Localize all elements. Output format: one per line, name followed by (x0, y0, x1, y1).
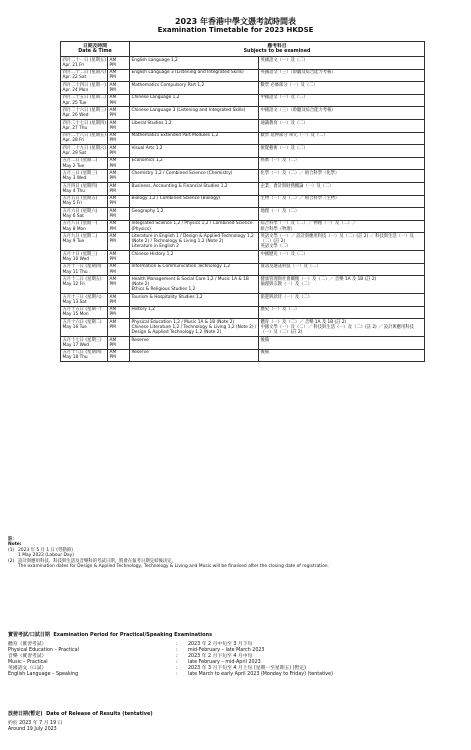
session-cell (108, 132, 130, 145)
subject-zh-cell-line: 視覺藝術（一）及（二） (260, 145, 308, 151)
subject-cell (130, 119, 259, 132)
date-cell-line: May 16 Tue (62, 325, 87, 331)
subject-cell-line: History 1,2 (131, 307, 155, 313)
subject-zh-cell-line: 數學 必修部分（一）及（二） (260, 82, 318, 88)
date-cell-line: Apr. 28 Fri (62, 138, 85, 144)
session-cell-line: PM (109, 87, 116, 93)
session-cell-line: PM (109, 188, 116, 194)
title-en: Examination Timetable for 2023 HKDSE (157, 26, 314, 34)
subject-cell-line: Reserve (131, 337, 149, 343)
subject-cell-line: Economics 1,2 (131, 158, 163, 164)
session-cell (108, 349, 130, 362)
session-cell (108, 276, 130, 294)
session-cell (108, 145, 130, 158)
session-cell-line: PM (109, 312, 116, 318)
title-zh: 2023 年香港中學文憑考試時間表 (174, 17, 297, 26)
subject-zh-cell (259, 263, 425, 276)
table-row (61, 263, 425, 276)
session-cell-line: AM (109, 82, 117, 88)
subject-zh-cell (259, 319, 425, 337)
date-cell-line: 五月十五日 (星期一) (62, 307, 102, 313)
subject-zh-cell (259, 69, 425, 82)
session-cell-line: AM (109, 307, 117, 313)
subject-zh-cell (259, 119, 425, 132)
date-cell (61, 319, 108, 337)
notes-heading-zh: 註： (8, 537, 17, 542)
session-cell-line: PM (109, 355, 116, 361)
subject-zh-cell-line: 地理（一）及（二） (260, 208, 300, 214)
subject-zh-cell-line: 中國歷史（一）及（二） (260, 251, 308, 257)
table-row (61, 319, 425, 337)
session-cell (108, 107, 130, 120)
session-cell-line: AM (109, 350, 117, 356)
date-cell-line: 四月二十六日 (星期三) (62, 107, 106, 113)
practical-title-zh: 實習考試/口試日期 (8, 632, 50, 638)
subject-cell (130, 69, 259, 82)
subject-cell (130, 220, 259, 233)
subject-zh-cell-line: 後備 (260, 350, 270, 356)
table-row (61, 157, 425, 170)
session-cell (108, 69, 130, 82)
table-row (61, 337, 425, 350)
subject-zh-cell-line: 健康管理與社會關懷（一）及（二）／ 音樂 1A 及 1B (註 2) (260, 276, 377, 282)
date-cell-line: Apr. 25 Tue (62, 100, 87, 106)
date-cell (61, 220, 108, 233)
subject-cell (130, 145, 259, 158)
header-date (61, 42, 130, 57)
date-cell (61, 349, 108, 362)
session-cell-line: PM (109, 150, 116, 156)
header-date-en: Date & Time (78, 49, 112, 54)
subject-zh-cell (259, 349, 425, 362)
subject-zh-cell-line: 中國語文（三）（聆聽及綜合能力考核） (260, 107, 336, 113)
date-cell-line: 五月十日 (星期三) (62, 251, 98, 257)
session-cell-line: PM (109, 100, 116, 106)
date-cell (61, 69, 108, 82)
date-cell-line: 五月十七日 (星期三) (62, 337, 102, 343)
subject-cell (130, 337, 259, 350)
subject-zh-cell (259, 195, 425, 208)
session-cell-line: AM (109, 221, 117, 227)
session-cell-line: AM (109, 183, 117, 189)
date-cell (61, 182, 108, 195)
subject-cell (130, 57, 259, 70)
subject-zh-cell-line: 英國語文（三）（聆聽及綜合能力考核） (260, 70, 336, 76)
subject-cell (130, 82, 259, 95)
date-cell-line: 四月二十一日 (星期五) (62, 57, 106, 63)
subject-zh-cell (259, 57, 425, 70)
subject-zh-cell-line: 英語文學（二） (260, 244, 291, 250)
subject-zh-cell-line: 通識教育（一）及（二） (260, 120, 308, 126)
date-cell (61, 82, 108, 95)
results-date-zh: 約於 2023 年 7 月 19 日 (8, 721, 63, 726)
date-cell-line: 五月八日 (星期一) (62, 221, 98, 227)
subject-zh-cell (259, 132, 425, 145)
table-row (61, 306, 425, 319)
subject-zh-cell (259, 294, 425, 307)
header-subjects-zh: 應考科目 (267, 43, 287, 49)
date-cell-line: May 4 Thu (62, 188, 85, 194)
timetable-body (61, 57, 425, 362)
session-cell-line: AM (109, 57, 117, 63)
subject-cell-line: Business, Accounting & Financial Studies 1,2 (131, 183, 228, 189)
subject-cell-line: Geography 1,2 (131, 208, 164, 214)
note-2-en: The examination dates for Design & Applied Technology, Technology & Living and Music will be finalised after the closing date of registration. (18, 564, 329, 570)
note-1-en: 1 May 2023 (Labour Day) (18, 553, 74, 559)
note-2-en-row (8, 564, 468, 569)
session-cell-line: PM (109, 163, 116, 169)
subject-cell-line: Tourism & Hospitality Studies 1,2 (131, 294, 203, 300)
date-cell-line: May 5 Fri (62, 201, 82, 207)
table-row (61, 94, 425, 107)
results-section (8, 711, 463, 733)
note-2-num: (2) (8, 558, 15, 564)
subject-zh-cell (259, 157, 425, 170)
session-cell-line: PM (109, 282, 116, 288)
session-cell (108, 195, 130, 208)
date-cell (61, 195, 108, 208)
session-cell-line: PM (109, 75, 116, 81)
session-cell-line: AM (109, 70, 117, 76)
table-row (61, 69, 425, 82)
subject-cell (130, 94, 259, 107)
subject-cell (130, 294, 259, 307)
header-subjects-en: Subjects to be examined (243, 49, 311, 54)
session-cell-line: PM (109, 62, 116, 68)
date-cell (61, 107, 108, 120)
date-cell-line: Apr. 29 Sat (62, 150, 87, 156)
session-cell-line: AM (109, 233, 117, 239)
date-cell-line: May 2 Tue (62, 163, 85, 169)
date-cell-line: 五月五日 (星期五) (62, 196, 98, 202)
note-2-zh: 設計與應用科技、科技與生活及音樂科的考試日期，將會在報考日期完結後決定。 (18, 558, 177, 564)
subject-cell-line: Chinese Literature 1,2 / Technology & Living 1,2 (Note 2) / Design & Applied Technology 1,2 (Note 2) (131, 325, 257, 336)
date-cell-line: May 11 Thu (62, 269, 88, 275)
date-cell-line: Apr. 24 Mon (62, 87, 89, 93)
session-cell-line: PM (109, 138, 116, 144)
subject-cell-line: Literature in English 2 (131, 244, 179, 250)
date-cell-line: 五月十一日 (星期四) (62, 264, 102, 270)
subject-zh-cell (259, 306, 425, 319)
subject-cell-line: Integrated Science 1,2 / Physics 1,2 / Combined Science (Physics) (131, 221, 253, 232)
session-cell-line: PM (109, 299, 116, 305)
date-cell-line: 四月二十八日 (星期五) (62, 133, 106, 139)
subject-zh-cell-line: 英語文學（一）／ 設計與應用科技（一）及（二）(註 2) ／ 科技與生活（一）及（二）(註 2) (260, 233, 414, 245)
date-cell (61, 306, 108, 319)
subject-zh-cell (259, 94, 425, 107)
session-cell-line: PM (109, 325, 116, 331)
subject-zh-cell-line: 英國語文（一）及（二） (260, 57, 308, 63)
subject-zh-cell-line: 企業、會計與財務概論（一）及（二） (260, 183, 334, 189)
table-row (61, 132, 425, 145)
date-cell (61, 208, 108, 221)
subject-cell-line: Ethics & Religious Studies 1,2 (131, 287, 196, 293)
session-cell-line: AM (109, 251, 117, 257)
header-date-zh: 日期及時間 (83, 43, 107, 49)
session-cell-line: AM (109, 120, 117, 126)
session-cell-line: PM (109, 201, 116, 207)
table-row (61, 220, 425, 233)
date-cell-line: 四月二十二日 (星期六) (62, 70, 106, 76)
subject-cell (130, 319, 259, 337)
practical-item-pe-en: Physical Education – Practical : mid-February – late March 2023 (8, 648, 265, 653)
date-cell-line: May 3 Wed (62, 176, 87, 182)
subject-zh-cell-line: 中國文學（一）及（二）／ 科技與生活（一）及（二）(註 2) ／ 設計與應用科技（一）及（二）(註 2) (260, 325, 414, 336)
practical-section (8, 632, 463, 678)
subject-zh-cell-line: 旅遊與款待（一）及（二） (260, 294, 313, 300)
table-row (61, 82, 425, 95)
subject-cell (130, 233, 259, 251)
results-date-en: Around 19 July 2023 (8, 727, 57, 732)
date-cell-line: 五月十三日 (星期六) (62, 294, 102, 300)
subject-zh-cell-line: 經濟（一）及（二） (260, 158, 300, 164)
subject-zh-cell-line: 倫理與宗教（一）及（二） (260, 282, 313, 288)
session-cell (108, 82, 130, 95)
session-cell-line: AM (109, 276, 117, 282)
date-cell-line: Apr. 26 Wed (62, 113, 89, 119)
subject-cell-line: Health Management & Social Care 1,2 / Music 1A & 1B (Note 2) (131, 276, 249, 288)
subject-zh-cell-line: 化學（一）及（二）／ 組合科學（化學） (260, 170, 340, 176)
session-cell-line: PM (109, 125, 116, 131)
date-cell-line: 四月二十九日 (星期六) (62, 145, 106, 151)
table-row (61, 349, 425, 362)
notes-heading-en: Note: (8, 542, 22, 548)
session-cell-line: PM (109, 239, 116, 245)
date-cell-line: May 9 Tue (62, 239, 85, 245)
table-row (61, 208, 425, 221)
table-row (61, 182, 425, 195)
session-cell (108, 306, 130, 319)
session-cell (108, 208, 130, 221)
date-cell (61, 233, 108, 251)
subject-cell (130, 132, 259, 145)
session-cell-line: AM (109, 170, 117, 176)
session-cell-line: AM (109, 264, 117, 270)
date-cell (61, 145, 108, 158)
date-cell (61, 294, 108, 307)
session-cell (108, 337, 130, 350)
table-row (61, 276, 425, 294)
subject-cell-line: English Language 1,2 (131, 57, 178, 63)
timetable (60, 41, 425, 362)
subject-cell-line: Physical Education 1,2 / Music 1A & 1B (Note 2) (131, 319, 235, 325)
date-cell-line: 五月九日 (星期二) (62, 233, 98, 239)
session-cell (108, 251, 130, 264)
practical-item-english-en: English Language – Speaking : late March to early April 2023 (Monday to Friday) (tentative) (8, 672, 333, 677)
table-header-row (61, 42, 425, 57)
date-cell-line: 五月二日 (星期二) (62, 158, 98, 164)
session-cell-line: PM (109, 176, 116, 182)
date-cell (61, 157, 108, 170)
subject-zh-cell (259, 82, 425, 95)
table-row (61, 233, 425, 251)
practical-title-en: Examination Period for Practical/Speaking Examinations (53, 632, 213, 638)
date-cell-line: 五月四日 (星期四) (62, 183, 98, 189)
subject-cell-line: Biology 1,2 / Combined Science (Biology) (131, 196, 221, 202)
note-1-zh: 2023 年 5 月 1 日 (勞動節) (18, 547, 73, 553)
subject-zh-cell (259, 182, 425, 195)
subject-zh-cell-line: 中國語文（一）及（二） (260, 95, 308, 101)
date-cell-line: 五月十二日 (星期五) (62, 276, 102, 282)
date-cell-line: May 15 Mon (62, 312, 89, 318)
session-cell (108, 57, 130, 70)
subject-cell (130, 182, 259, 195)
session-cell-line: AM (109, 95, 117, 101)
date-cell-line: May 17 Wed (62, 342, 89, 348)
session-cell (108, 182, 130, 195)
session-cell-line: AM (109, 107, 117, 113)
date-cell-line: May 18 Thu (62, 355, 88, 361)
date-cell (61, 132, 108, 145)
subject-cell (130, 276, 259, 294)
subject-cell-line: Chinese History 1,2 (131, 251, 174, 257)
subject-cell-line: Chinese Language 1,2 (131, 95, 180, 101)
session-cell (108, 119, 130, 132)
subject-cell-line: Mathematics Extended Part Modules 1,2 (131, 133, 219, 139)
date-cell-line: 五月十八日 (星期四) (62, 350, 102, 356)
subject-zh-cell-line: 綜合科學（一）及（二）／ 物理（一）及（二）／ (260, 221, 357, 227)
date-cell-line: Apr. 22 Sat (62, 75, 87, 81)
session-cell-line: PM (109, 213, 116, 219)
session-cell (108, 263, 130, 276)
subject-cell (130, 306, 259, 319)
notes (8, 537, 468, 569)
header-subjects (130, 42, 425, 57)
practical-item-music-zh: 音樂（實習考試） : 2023 年 2 月下旬至 4 月中旬 (8, 654, 253, 659)
subject-zh-cell (259, 208, 425, 221)
date-cell (61, 276, 108, 294)
session-cell-line: PM (109, 269, 116, 275)
date-cell (61, 119, 108, 132)
date-cell-line: May 12 Fri (62, 282, 85, 288)
subject-cell (130, 107, 259, 120)
table-row (61, 170, 425, 183)
date-cell (61, 94, 108, 107)
date-cell (61, 251, 108, 264)
date-cell-line: 五月十六日 (星期二) (62, 319, 102, 325)
subject-zh-cell-line: 組合科學（物理） (260, 226, 295, 232)
session-cell (108, 233, 130, 251)
session-cell-line: PM (109, 113, 116, 119)
subject-zh-cell-line: 歷史（一）及（二） (260, 307, 300, 313)
session-cell-line: PM (109, 342, 116, 348)
session-cell-line: AM (109, 337, 117, 343)
session-cell-line: AM (109, 294, 117, 300)
subject-cell-line: English Language 3 (Listening and Integrated Skills) (131, 70, 244, 76)
date-cell-line: 五月三日 (星期三) (62, 170, 98, 176)
subject-cell-line: Visual Arts 1,2 (131, 145, 163, 151)
subject-cell-line: Information & Communication Technology 1,2 (131, 264, 230, 270)
practical-item-music-en: Music – Practical : late February – mid-April 2023 (8, 660, 261, 665)
date-cell-line: May 10 Wed (62, 256, 89, 262)
subject-cell (130, 349, 259, 362)
subject-cell-line: Literature in English 1 / Design & Applied Technology 1,2 (Note 2) / Technology & Living 1,2 (Note 2) (131, 233, 254, 245)
subject-cell (130, 170, 259, 183)
session-cell-line: AM (109, 145, 117, 151)
date-cell-line: 五月六日 (星期六) (62, 208, 98, 214)
subject-zh-cell (259, 233, 425, 251)
subject-cell (130, 208, 259, 221)
date-cell (61, 263, 108, 276)
date-cell-line: May 8 Mon (62, 226, 86, 232)
table-row (61, 294, 425, 307)
date-cell-line: 四月二十五日 (星期二) (62, 95, 106, 101)
table-row (61, 107, 425, 120)
date-cell (61, 337, 108, 350)
subject-cell (130, 157, 259, 170)
table-row (61, 195, 425, 208)
subject-zh-cell (259, 107, 425, 120)
table-row (61, 119, 425, 132)
session-cell (108, 157, 130, 170)
results-title-en: Date of Release of Results (tentative) (46, 711, 153, 717)
subject-zh-cell (259, 220, 425, 233)
date-cell-line: May 6 Sat (62, 213, 84, 219)
date-cell-line: Apr. 27 Thu (62, 125, 88, 131)
subject-cell-line: Mathematics Compulsory Part 1,2 (131, 82, 205, 88)
table-row (61, 251, 425, 264)
subject-zh-cell-line: 數學 延伸部分 單元（一）及（二） (260, 133, 328, 139)
date-cell (61, 170, 108, 183)
practical-item-english-zh: 英國語文（口試） : 2023 年 3 月下旬至 4 月上旬 (星期一至星期五) (暫定) (8, 666, 307, 671)
subject-cell (130, 263, 259, 276)
subject-zh-cell-line: 後備 (260, 337, 270, 343)
session-cell (108, 94, 130, 107)
session-cell (108, 170, 130, 183)
session-cell (108, 294, 130, 307)
subject-cell-line: Reserve (131, 350, 149, 356)
subject-zh-cell-line: 生物（一）及（二）／ 組合科學（生物） (260, 196, 340, 202)
session-cell-line: AM (109, 158, 117, 164)
session-cell-line: AM (109, 319, 117, 325)
subject-zh-cell (259, 170, 425, 183)
note-1-num: (1) (8, 547, 15, 553)
subject-zh-cell (259, 276, 425, 294)
session-cell-line: PM (109, 226, 116, 232)
session-cell (108, 319, 130, 337)
session-cell-line: AM (109, 133, 117, 139)
practical-item-pe-zh: 體育（實習考試） : 2023 年 2 月中旬至 3 月下旬 (8, 642, 253, 647)
subject-zh-cell-line: 資訊及通訊科技（一）及（二） (260, 264, 321, 270)
date-cell-line: 四月二十七日 (星期四) (62, 120, 106, 126)
subject-cell-line: Chinese Language 3 (Listening and Integrated Skills) (131, 107, 246, 113)
subject-zh-cell (259, 251, 425, 264)
session-cell-line: PM (109, 256, 116, 262)
session-cell (108, 220, 130, 233)
subject-cell-line: Liberal Studies 1,2 (131, 120, 172, 126)
date-cell (61, 57, 108, 70)
session-cell-line: AM (109, 196, 117, 202)
table-row (61, 145, 425, 158)
table-row (61, 57, 425, 70)
subject-zh-cell (259, 145, 425, 158)
session-cell-line: AM (109, 208, 117, 214)
subject-zh-cell-line: 體育（一）及（二）／ 音樂 1A 及 1B (註 2) (260, 319, 347, 325)
results-title-zh: 放榜日期(暫定) (8, 711, 43, 717)
subject-cell (130, 251, 259, 264)
subject-zh-cell (259, 337, 425, 350)
subject-cell-line: Chemistry 1,2 / Combined Science (Chemistry) (131, 170, 233, 176)
date-cell-line: Apr. 21 Fri (62, 62, 85, 68)
date-cell-line: May 13 Sat (62, 299, 87, 305)
date-cell-line: 四月二十四日 (星期一) (62, 82, 106, 88)
subject-cell (130, 195, 259, 208)
